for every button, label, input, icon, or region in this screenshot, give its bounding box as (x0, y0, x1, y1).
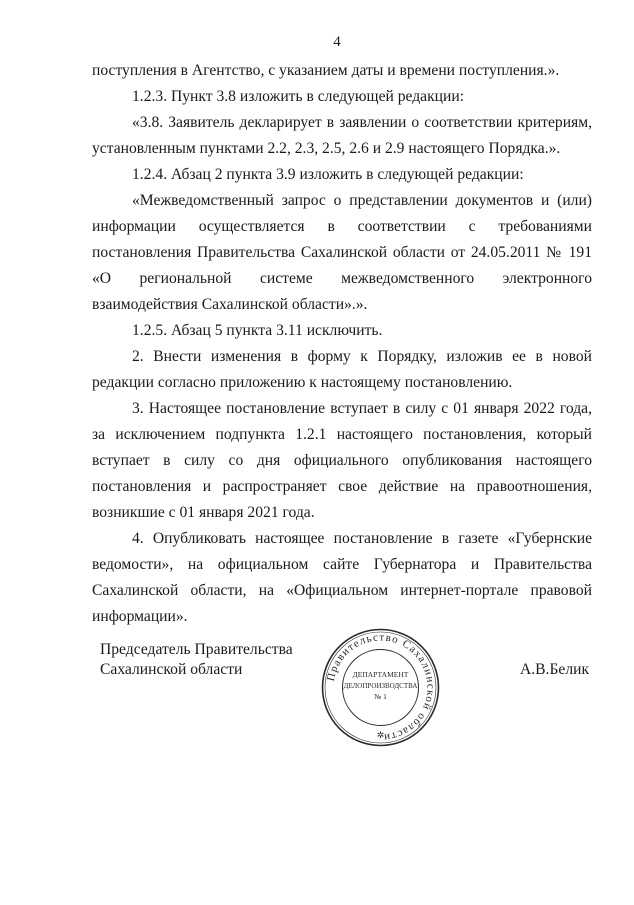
stamp-line1: ДЕПАРТАМЕНТ (352, 670, 409, 679)
stamp-star-icon: ✲ (376, 730, 385, 740)
stamp-graphic (318, 625, 443, 750)
document-body (92, 58, 592, 630)
paragraph-2: 2. Внести изменения в форму к Порядку, изложив ее в новой редакции согласно приложению к настоящему постановлению. (92, 348, 592, 391)
paragraph-quote-3-8: «3.8. Заявитель декларирует в заявлении о соответствии критериям, установленным пунктами 2.2, 2.3, 2.5, 2.6 и 2.9 настоящего Порядка.». (92, 114, 592, 157)
page-number: 4 (333, 34, 341, 50)
paragraph-3: 3. Настоящее постановление вступает в силу с 01 января 2022 года, за исключением подпункта 1.2.1 настоящего постановления, который вступает в силу со дня официального опубликования настоящего постановления и распространяет свое действие на правоотношения, возникшие с 01 января 2021 года. (92, 400, 592, 521)
signatory-title-line1: Председатель Правительства (100, 641, 293, 658)
paragraph-1-2-5: 1.2.5. Абзац 5 пункта 3.11 исключить. (132, 322, 383, 339)
paragraph-4: 4. Опубликовать настоящее постановление в газете «Губернские ведомости», на официальном сайте Губернатора и Правительства Сахалинской области, на «Официальном интернет-портале правовой информации». (92, 530, 592, 625)
paragraph-1-2-4: 1.2.4. Абзац 2 пункта 3.9 изложить в следующей редакции: (132, 166, 524, 183)
paragraph-continuation: поступления в Агентство, с указанием даты и времени поступления.». (92, 62, 560, 79)
stamp-line3: № 1 (374, 692, 387, 701)
stamp-line2: ДЕЛОПРОИЗВОДСТВА (343, 682, 418, 690)
signatory-name: А.В.Белик (520, 661, 590, 678)
stamp-ring-text: Правительство Сахалинской области (324, 631, 437, 744)
signatory-title-line2: Сахалинской области (100, 661, 243, 678)
paragraph-1-2-3: 1.2.3. Пункт 3.8 изложить в следующей редакции: (132, 88, 465, 105)
signatory-title (100, 640, 330, 680)
official-stamp (318, 625, 443, 750)
paragraph-quote-interagency: «Межведомственный запрос о представлении документов и (или) информации осуществляется в соответствии с требованиями постановления Правительства Сахалинской области от 24.05.2011 № 191 «О региональной системе межведомственного электронного взаимодействия Сахалинской области».». (92, 192, 592, 313)
